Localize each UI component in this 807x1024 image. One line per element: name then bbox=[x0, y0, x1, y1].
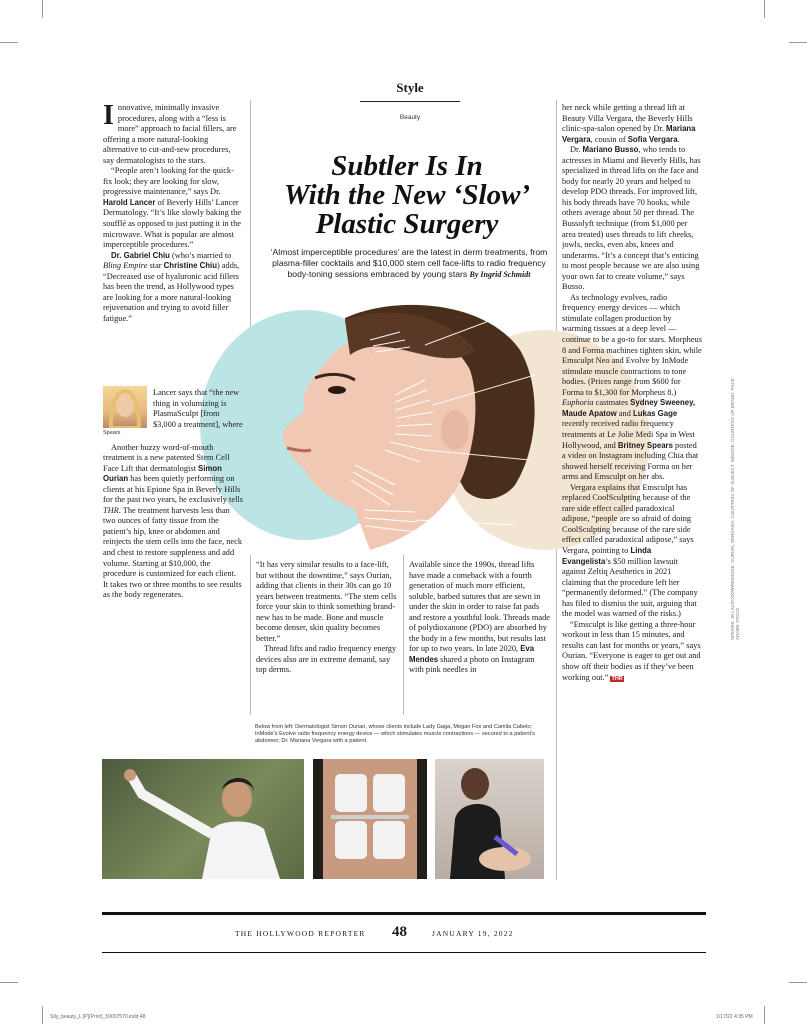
photo-credits: SPEARS: JB LACROIX/WIREIMAGE. OURIAN, VERGARA: COURTESY OF SUBJECT. INMODE: COURTESY OF BRAND. FACE: ADOBE STOCK bbox=[730, 377, 740, 640]
paragraph-text: Vergara explains that Emsculpt has replaced CoolSculpting because of the rare side effect called paradoxical adipose, “people are so afraid of doing CoolSculpting because of the rare side effect called paradoxical adipose,” says Vergara, pointing to bbox=[562, 482, 694, 555]
photo-graphic bbox=[102, 759, 304, 879]
crop-mark bbox=[0, 982, 18, 983]
person-name: Dr. Gabriel Chiu bbox=[111, 250, 170, 260]
paragraph-text: ’s $50 million lawsuit against Zeltiq Aesthetics in 2021 claiming that the procedure left her “permanently deformed.” (The company has filed to dismiss the suit, arguing that the model was warned of the risks.) bbox=[562, 556, 698, 619]
crop-mark bbox=[764, 0, 765, 18]
section-label: Style bbox=[396, 80, 424, 95]
footer-publication: THE HOLLYWOOD REPORTER bbox=[235, 929, 366, 938]
show-title: Bling Empire bbox=[103, 261, 148, 271]
article-column-1 bbox=[103, 100, 243, 324]
paragraph-text: Lancer says that “the new thing in volumizing is PlasmaSculpt [from $3,000 a treatment], where bbox=[153, 388, 243, 429]
paragraph-text: castmates bbox=[595, 398, 629, 408]
photo-inmode-evolve-device bbox=[313, 759, 427, 879]
article-column-4 bbox=[562, 103, 702, 883]
headline-line: Subtler Is In bbox=[331, 150, 483, 182]
drop-cap: I bbox=[103, 100, 114, 131]
article-column-3 bbox=[409, 560, 551, 676]
paragraph-text: “Emsculpt is like getting a three-hour workout in less than 15 minutes, and results can last for months or years,” says Ourian. “Everyone is eager to get out and show off their bodies as if they’ve been working out.” bbox=[562, 619, 701, 682]
photo-caption: Below from left: Dermatologist Simon Ourian, whose clients include Lady Gaga, Megan Fox and Camila Cabelo; InMode’s Evolve radio frequency energy device — which stimulates muscle contractions — secured to a patient’s abdomen; Dr. Mariana Vergara with a patient. bbox=[255, 724, 535, 744]
person-name: Linda Evangelista bbox=[562, 545, 652, 566]
paragraph-text: Dr. bbox=[570, 145, 581, 155]
paragraph-text: Another buzzy word-of-mouth treatment is a new patented Stem Cell Face Lift that dermatologist bbox=[103, 442, 230, 473]
paragraph-text: nnovative, minimally invasive procedures, along with a “less is more” approach to facial fillers, are offering a more natural-looking alternative to cut-and-sew procedures, say dermatologists to the stars. bbox=[103, 103, 237, 165]
person-name: Mariana Vergara bbox=[562, 124, 696, 144]
headline-line: Plastic Surgery bbox=[315, 208, 499, 240]
headline-line: With the New ‘Slow’ bbox=[283, 179, 531, 211]
paragraph-text: her neck while getting a thread lift at Beauty Villa Vergara, the Beverly Hills clinic-spa-salon opened by Dr. bbox=[562, 103, 693, 134]
column-divider bbox=[403, 555, 404, 715]
subsection-label: Beauty bbox=[399, 114, 421, 121]
person-name: Britney Spears bbox=[617, 440, 673, 450]
person-name: Christine Chiu bbox=[163, 261, 217, 271]
paragraph-text: Thread lifts and radio frequency energy devices also are in extreme demand, say top derms. bbox=[256, 644, 397, 675]
person-name: Sydney Sweeney, Maude Apatow bbox=[562, 398, 696, 418]
paragraph-text: As technology evolves, radio frequency energy devices — which stimulate collagen production by warming tissues at a deep level — continue to be a go-to for stars. Morpheus 8 and Forma machines tighten skin, while Emsculpt Neo and Evolve by InMode stimulate muscle contractions to tone bodies. (Prices range from $600 for Forma to $1,300 for Morpheus 8.) bbox=[562, 292, 702, 397]
photo-graphic bbox=[435, 759, 544, 879]
paragraph-text: shared a photo on Instagram with pink needles in bbox=[409, 654, 535, 675]
eye bbox=[328, 386, 346, 394]
paragraph-text: Available since the 1990s, thread lifts have made a comeback with a fourth generation of much more efficient, soluble, barbed sutures that are sewn in under the skin in order to raise fat pads and restore a youthful look. Threads made of polydioxanone (PDO) are absorbed by the body in a few months, but results last for up to two years. In late 2020, bbox=[409, 560, 550, 654]
byline: By Ingrid Schmidt bbox=[469, 270, 531, 279]
crop-mark bbox=[764, 1006, 765, 1024]
footer-date: JANUARY 19, 2022 bbox=[432, 929, 514, 938]
crop-mark bbox=[789, 982, 807, 983]
paragraph-text: star bbox=[149, 261, 162, 271]
article-column-1-lower bbox=[103, 432, 243, 748]
paragraph-text: posted a video on Instagram including Chia that showed herself receiving Forma on her arms and Emsculpt on her abs. bbox=[562, 440, 699, 482]
spears-inset-photo bbox=[103, 386, 147, 428]
paragraph-text: of Beverly Hills’ Lancer Dermatology. “It’s like slowly baking the soufflé as opposed to just putting it in the microwave. What is popular are almost imperceptible procedures.” bbox=[103, 197, 242, 250]
footer-rule bbox=[102, 912, 706, 915]
article-column-1-wrap bbox=[153, 388, 243, 430]
crop-mark bbox=[789, 42, 807, 43]
person-name: Harold Lancer bbox=[103, 197, 156, 207]
print-slug-left: Stly_beauty_L [P](Print)_59007570.indd 48 bbox=[50, 1014, 146, 1020]
footer-rule bbox=[102, 952, 706, 953]
portrait-graphic bbox=[103, 386, 147, 428]
crop-mark bbox=[42, 1006, 43, 1024]
show-title: Euphoria bbox=[562, 398, 594, 408]
paragraph-text: “It has very similar results to a face-lift, but without the downtime,” says Ourian, adding that clients in their 30s can go 10 years between treatments. “The stem cells force your skin to think something brand-new has to be made. Bone and muscle become denser, skin quality becomes better.” bbox=[256, 560, 397, 643]
headline bbox=[262, 152, 552, 239]
print-slug-right: 1/17/22 4:35 PM bbox=[716, 1014, 753, 1020]
paragraph-text: . The treatment harvests less than two ounces of fatty tissue from the patient’s hip, knee or abdomen and reinjects the stem cells into the face, neck and chest to restore suppleness and add volume. Starting at $10,000, the procedure is customized for each client. It takes two or three months to see results as the body regenerates. bbox=[103, 505, 243, 600]
column-divider bbox=[250, 555, 251, 715]
crop-mark bbox=[42, 0, 43, 18]
paragraph-text: , who tends to actresses in Miami and Beverly Hills, has specialized in thread lifts on the face and body for nearly 20 years and helped to develop PDO threads. For improved lift, his body threads have 70 hooks, while others average about 50 per thread. The Bussolyft technique (from $1,000 per area treated) uses threads to lift cheeks, jowls, necks, even abs, knees and underarms. “It’s a concept that’s enticing to most people because we are also using your own fat to create volume,” says Busso. bbox=[562, 145, 701, 292]
deck-text: ‘Almost imperceptible procedures’ are the latest in derm treatments, from plasma-filler cocktails and $10,000 stem cell face-lifts to radio frequency body-toning sessions embraced by young stars bbox=[270, 247, 548, 279]
paragraph-text: recently received radio frequency treatments at Le Jolie Medi Spa in West Hollywood, and bbox=[562, 419, 695, 450]
paragraph-text: has been quietly performing on clients at his Epione Spa in Beverly Hills for the past two years, he exclusively tells bbox=[103, 474, 243, 505]
paragraph-text: “People aren’t looking for the quick-fix look; they are looking for slow, progressive maintenance,” says Dr. bbox=[103, 166, 234, 197]
paragraph-text: (who’s married to bbox=[172, 250, 232, 260]
ear bbox=[441, 410, 469, 450]
inset-caption: Spears bbox=[103, 430, 121, 436]
face-illustration bbox=[275, 300, 545, 550]
person-name: Sofia Vergara bbox=[627, 134, 678, 144]
person-name: Lukas Gage bbox=[632, 408, 678, 418]
paragraph-text: . bbox=[677, 134, 680, 144]
column-divider bbox=[250, 100, 251, 355]
paragraph-text: , cousin of bbox=[590, 134, 626, 144]
person-name: Eva Mendes bbox=[409, 644, 535, 664]
section-rule bbox=[360, 101, 460, 102]
person-name: Simon Ourian bbox=[103, 463, 222, 484]
deck bbox=[268, 247, 550, 280]
crop-mark bbox=[0, 42, 18, 43]
paragraph-text: ) adds, “Decreased use of hyaluronic acid fillers has been the trend, as Hollywood types are looking for a more natural-looking rejuvenation and trying to avoid filler fatigue.” bbox=[103, 261, 240, 323]
photo-graphic bbox=[313, 759, 427, 879]
footer-page-number: 48 bbox=[392, 924, 407, 940]
paragraph-text bbox=[103, 432, 105, 441]
photo-mariana-vergara bbox=[435, 759, 544, 879]
end-mark: THR bbox=[611, 675, 623, 682]
photo-simon-ourian bbox=[102, 759, 304, 879]
publication-name: THR bbox=[103, 505, 119, 515]
article-column-2 bbox=[256, 560, 398, 676]
paragraph-text: and bbox=[618, 408, 631, 418]
person-name: Mariano Busso bbox=[582, 145, 639, 155]
